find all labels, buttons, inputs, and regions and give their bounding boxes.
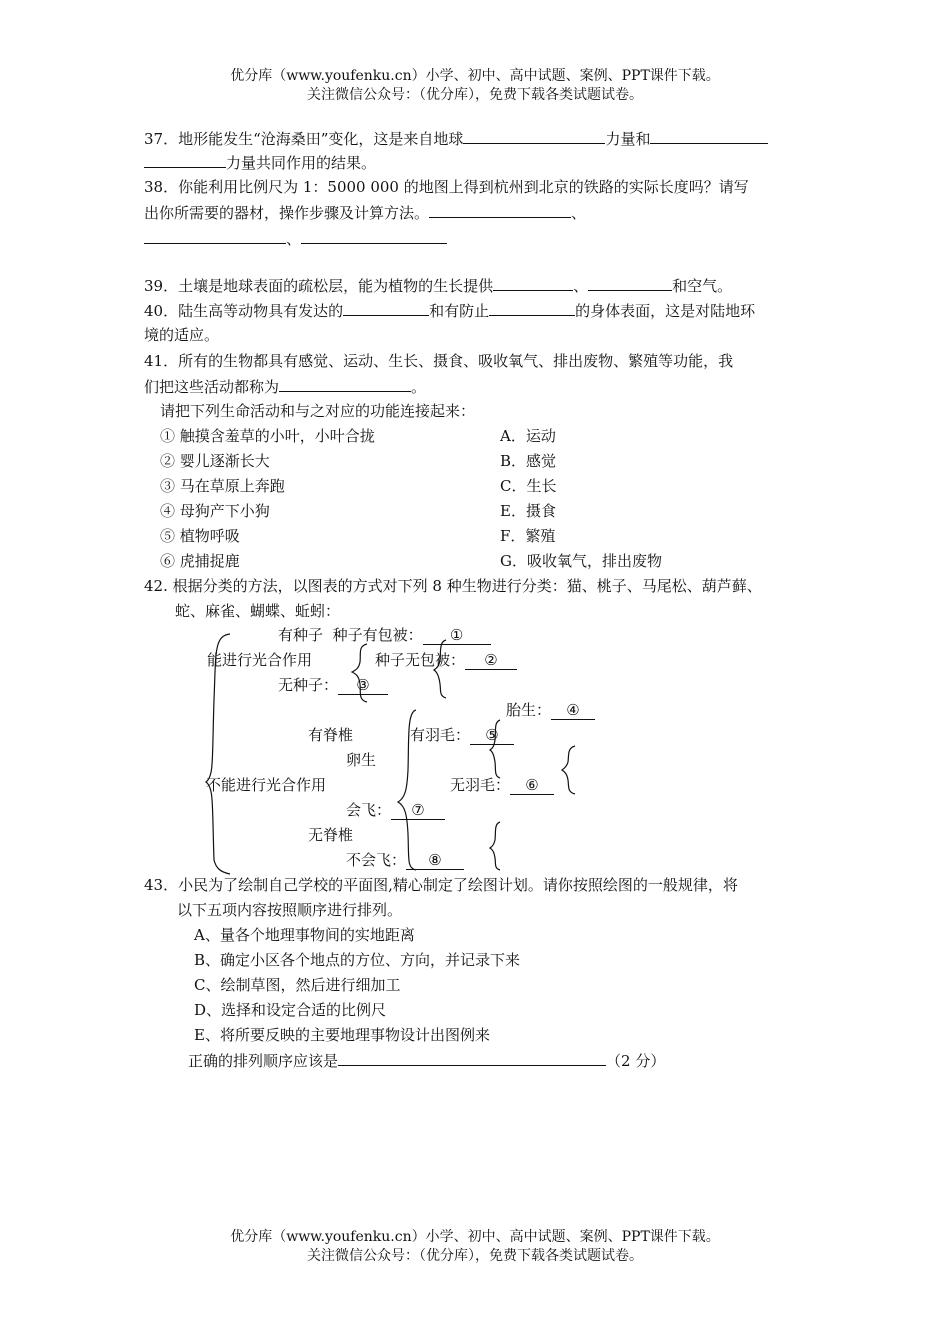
diagram-no-seed: [278, 674, 388, 696]
q37-text-b: 力量和: [605, 130, 651, 148]
answer-blank-1[interactable]: ①: [423, 626, 491, 645]
q37-text-a: 37．地形能发生“沧海桑田”变化，这是来自地球: [144, 130, 464, 148]
q41-text-c: 。: [411, 378, 427, 396]
q43-item: A、量各个地理事物间的实地距离: [194, 926, 415, 944]
q38-text-b: 出你所需要的器材，操作步骤及计算方法。: [144, 204, 430, 222]
answer-blank-5[interactable]: ⑤: [470, 726, 514, 745]
diagram-has-seed: [278, 624, 491, 646]
label-feathered: 有羽毛：: [410, 726, 471, 744]
q38-line-1: 38．你能利用比例尺为 1：5000 000 的地图上得到杭州到北京的铁路的实际长度吗？请写: [144, 178, 749, 196]
q41-right-item[interactable]: E．摄食: [500, 502, 556, 520]
q42-line-1: 42. 根据分类的方法，以图表的方式对下列 8 种生物进行分类：猫、桃子、马尾松、葫芦藓、: [144, 577, 762, 595]
diagram-no-fly: [346, 849, 464, 871]
q40-text-a: 40．陆生高等动物具有发达的: [144, 302, 344, 320]
diagram-invertebrate: 无脊椎: [308, 826, 354, 844]
answer-blank-8[interactable]: ⑧: [406, 851, 464, 870]
answer-blank-2[interactable]: ②: [465, 651, 517, 670]
q41-left-item[interactable]: ④ 母狗产下小狗: [160, 502, 270, 520]
footer-line-2: 关注微信公众号：（优分库），免费下载各类试题试卷。: [307, 1248, 643, 1264]
label-no-seed: 无种子：: [278, 676, 339, 694]
q40-line-2: 境的适应。: [144, 326, 220, 344]
q37-text-c: 力量共同作用的结果。: [226, 154, 377, 172]
q43-answer-label: 正确的排列顺序应该是: [188, 1052, 339, 1070]
q43-item: B、确定小区各个地点的方位、方向，并记录下来: [194, 951, 521, 969]
q41-left-item[interactable]: ② 婴儿逐渐长大: [160, 452, 270, 470]
diagram-oviparous: 卵生: [346, 751, 377, 769]
q38-sep-1: 、: [571, 204, 587, 222]
label-no-fly: 不会飞：: [346, 851, 407, 869]
q43-line-2: 以下五项内容按照顺序进行排列。: [177, 901, 403, 919]
q39-text-a: 39．土壤是地球表面的疏松层，能为植物的生长提供: [144, 277, 494, 295]
label-seed-covered: 种子有包被：: [332, 626, 423, 644]
label-fly: 会飞：: [346, 801, 392, 819]
diagram-no-feather: [450, 774, 554, 796]
q43-answer-blank[interactable]: [338, 1049, 606, 1066]
diagram-non-photo: 不能进行光合作用: [206, 776, 327, 794]
q43-answer-line: [188, 1049, 665, 1072]
q41-text-b: 们把这些活动都称为: [144, 378, 280, 396]
diagram-seed-naked: [375, 649, 517, 671]
diagram-feathered: [410, 724, 514, 746]
diagram-vertebrate: 有脊椎: [308, 726, 354, 744]
q41-right-item[interactable]: C．生长: [500, 477, 557, 495]
answer-blank-7[interactable]: ⑦: [391, 801, 445, 820]
q42-line-2: 蛇、麻雀、蝴蝶、蚯蚓：: [175, 602, 341, 620]
label-viviparous: 胎生：: [506, 701, 552, 719]
q43-line-1: 43．小民为了绘制自己学校的平面图,精心制定了绘图计划。请你按照绘图的一般规律，将: [144, 876, 738, 894]
label-no-feather: 无羽毛：: [450, 776, 511, 794]
diagram-fly: [346, 799, 445, 821]
q41-left-item[interactable]: ① 触摸含羞草的小叶，小叶合拢: [160, 427, 375, 445]
q41-right-item[interactable]: G．吸收氧气，排出废物: [500, 552, 662, 570]
q41-instruction: 请把下列生命活动和与之对应的功能连接起来：: [160, 402, 476, 420]
answer-blank-6[interactable]: ⑥: [510, 776, 554, 795]
q39-sep: 、: [573, 277, 589, 295]
footer-line-1: 优分库（www.youfenku.cn）小学、初中、高中试题、案例、PPT课件下载。: [230, 1229, 720, 1245]
diagram-photo: 能进行光合作用: [207, 651, 313, 669]
q38-sep-2: 、: [286, 230, 302, 248]
q43-item: D、选择和设定合适的比例尺: [194, 1001, 387, 1019]
header-line-2: 关注微信公众号：（优分库），免费下载各类试题试卷。: [307, 87, 643, 103]
q41-line-1: 41．所有的生物都具有感觉、运动、生长、摄食、吸收氧气、排出废物、繁殖等功能，我: [144, 352, 734, 370]
q39-text-b: 和空气。: [672, 277, 733, 295]
q41-right-item[interactable]: A．运动: [500, 427, 556, 445]
answer-blank-4[interactable]: ④: [551, 701, 595, 720]
q41-right-item[interactable]: F．繁殖: [500, 527, 556, 545]
answer-blank-3[interactable]: ③: [338, 676, 388, 695]
q41-left-item[interactable]: ⑤ 植物呼吸: [160, 527, 240, 545]
q40-text-c: 的身体表面，这是对陆地环: [575, 302, 756, 320]
q43-item: E、将所要反映的主要地理事物设计出图例来: [194, 1026, 490, 1044]
label-seed-naked: 种子无包被：: [375, 651, 466, 669]
q40-text-b: 和有防止: [429, 302, 490, 320]
q41-left-item[interactable]: ⑥ 虎捕捉鹿: [160, 552, 240, 570]
label-has-seed: 有种子: [278, 626, 324, 644]
diagram-viviparous: [506, 699, 595, 721]
q41-right-item[interactable]: B．感觉: [500, 452, 557, 470]
header-line-1: 优分库（www.youfenku.cn）小学、初中、高中试题、案例、PPT课件下载。: [230, 68, 720, 84]
q41-left-item[interactable]: ③ 马在草原上奔跑: [160, 477, 285, 495]
q43-score: （2 分）: [606, 1052, 666, 1070]
q43-item: C、绘制草图，然后进行细加工: [194, 976, 401, 994]
